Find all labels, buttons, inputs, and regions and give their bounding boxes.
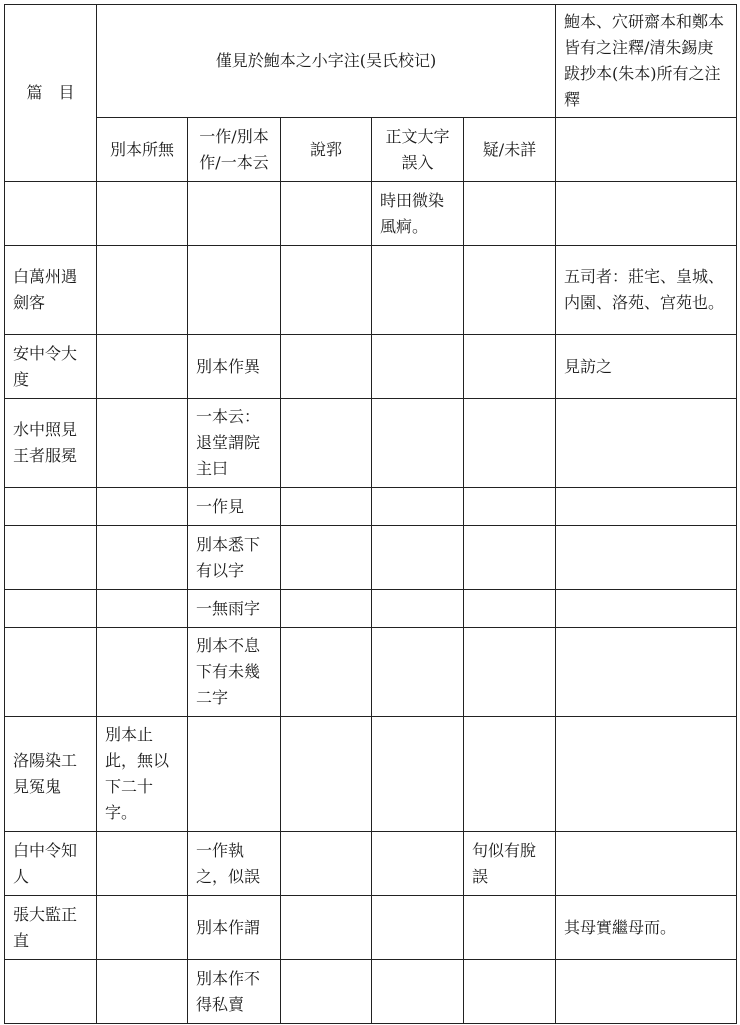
yi-cell xyxy=(464,628,556,717)
subheader-zhengwen-wuru: 正文大字誤入 xyxy=(372,118,464,182)
zhengwen-cell xyxy=(372,960,464,1024)
subheader-yi-weixiang: 疑/未詳 xyxy=(464,118,556,182)
zhushi-cell: 其母實繼母而。 xyxy=(556,896,737,960)
bieben-suowu-cell xyxy=(97,182,188,246)
table-row xyxy=(5,960,737,1024)
zhengwen-cell xyxy=(372,628,464,717)
bieben-suowu-cell xyxy=(97,832,188,896)
bieben-suowu-cell: 別本止此，無以下二十字。 xyxy=(97,717,188,832)
header-section-title: 篇 目 xyxy=(5,5,97,182)
yi-cell xyxy=(464,590,556,628)
subheader-yizuo-bieben: 一作/別本作/一本云 xyxy=(188,118,281,182)
subheader-empty xyxy=(556,118,737,182)
section-cell xyxy=(5,628,97,717)
shuofu-cell xyxy=(281,896,372,960)
zhushi-cell: 五司者：莊宅、皇城、内園、洛苑、宫苑也。 xyxy=(556,246,737,335)
section-cell xyxy=(5,488,97,526)
table-row xyxy=(5,628,737,717)
section-cell xyxy=(5,526,97,590)
zhushi-cell xyxy=(556,960,737,1024)
zhengwen-cell xyxy=(372,488,464,526)
yizuo-cell: 一本云：退堂謂院主曰 xyxy=(188,399,281,488)
subheader-biebensuowu: 別本所無 xyxy=(97,118,188,182)
table-row xyxy=(5,399,737,488)
shuofu-cell xyxy=(281,246,372,335)
yi-cell xyxy=(464,526,556,590)
zhengwen-cell xyxy=(372,896,464,960)
section-cell: 張大監正直 xyxy=(5,896,97,960)
section-cell: 白中令知人 xyxy=(5,832,97,896)
table-row xyxy=(5,832,737,896)
yi-cell xyxy=(464,488,556,526)
yizuo-cell: 別本作謂 xyxy=(188,896,281,960)
section-cell xyxy=(5,590,97,628)
yi-cell xyxy=(464,182,556,246)
section-cell: 洛陽染工見冤鬼 xyxy=(5,717,97,832)
collation-table xyxy=(4,4,737,1024)
shuofu-cell xyxy=(281,335,372,399)
zhushi-cell xyxy=(556,182,737,246)
yizuo-cell: 別本悉下有以字 xyxy=(188,526,281,590)
zhushi-cell xyxy=(556,590,737,628)
table-row xyxy=(5,246,737,335)
yi-cell xyxy=(464,399,556,488)
shuofu-cell xyxy=(281,960,372,1024)
zhushi-cell xyxy=(556,488,737,526)
header-row-2 xyxy=(5,118,737,182)
section-cell: 水中照見王者服冕 xyxy=(5,399,97,488)
yizuo-cell: 別本不息下有未幾二字 xyxy=(188,628,281,717)
table-row xyxy=(5,526,737,590)
yizuo-cell xyxy=(188,246,281,335)
yizuo-cell: 別本作不得私賣 xyxy=(188,960,281,1024)
document-page xyxy=(4,4,737,1024)
zhushi-cell xyxy=(556,832,737,896)
table-row xyxy=(5,335,737,399)
zhengwen-cell xyxy=(372,399,464,488)
shuofu-cell xyxy=(281,628,372,717)
yizuo-cell: 一無雨字 xyxy=(188,590,281,628)
shuofu-cell xyxy=(281,488,372,526)
shuofu-cell xyxy=(281,717,372,832)
section-cell xyxy=(5,960,97,1024)
yizuo-cell: 別本作異 xyxy=(188,335,281,399)
yi-cell xyxy=(464,717,556,832)
subheader-shuofu: 說郛 xyxy=(281,118,372,182)
section-cell xyxy=(5,182,97,246)
table-row xyxy=(5,182,737,246)
table-row xyxy=(5,488,737,526)
yizuo-cell xyxy=(188,717,281,832)
yizuo-cell xyxy=(188,182,281,246)
zhengwen-cell: 時田微染風痾。 xyxy=(372,182,464,246)
table-row xyxy=(5,896,737,960)
yi-cell: 句似有脫誤 xyxy=(464,832,556,896)
header-right-title: 鮑本、穴研齋本和鄭本皆有之注釋/清朱錫庚跋抄本(朱本)所有之注釋 xyxy=(556,5,737,118)
zhengwen-cell xyxy=(372,335,464,399)
shuofu-cell xyxy=(281,182,372,246)
header-group-title: 僅見於鮑本之小字注(吴氏校记) xyxy=(97,5,556,118)
shuofu-cell xyxy=(281,526,372,590)
shuofu-cell xyxy=(281,590,372,628)
yizuo-cell: 一作見 xyxy=(188,488,281,526)
zhushi-cell xyxy=(556,628,737,717)
yi-cell xyxy=(464,335,556,399)
section-cell: 安中令大度 xyxy=(5,335,97,399)
bieben-suowu-cell xyxy=(97,246,188,335)
shuofu-cell xyxy=(281,832,372,896)
section-cell: 白萬州遇劍客 xyxy=(5,246,97,335)
zhengwen-cell xyxy=(372,832,464,896)
zhushi-cell xyxy=(556,399,737,488)
shuofu-cell xyxy=(281,399,372,488)
yizuo-cell: 一作執之，似誤 xyxy=(188,832,281,896)
zhengwen-cell xyxy=(372,526,464,590)
yi-cell xyxy=(464,246,556,335)
bieben-suowu-cell xyxy=(97,399,188,488)
header-row-1 xyxy=(5,5,737,118)
bieben-suowu-cell xyxy=(97,960,188,1024)
yi-cell xyxy=(464,960,556,1024)
bieben-suowu-cell xyxy=(97,628,188,717)
zhushi-cell: 見訪之 xyxy=(556,335,737,399)
zhushi-cell xyxy=(556,526,737,590)
bieben-suowu-cell xyxy=(97,526,188,590)
table-row xyxy=(5,717,737,832)
zhushi-cell xyxy=(556,717,737,832)
zhengwen-cell xyxy=(372,246,464,335)
zhengwen-cell xyxy=(372,590,464,628)
bieben-suowu-cell xyxy=(97,590,188,628)
bieben-suowu-cell xyxy=(97,488,188,526)
bieben-suowu-cell xyxy=(97,896,188,960)
table-row xyxy=(5,590,737,628)
bieben-suowu-cell xyxy=(97,335,188,399)
yi-cell xyxy=(464,896,556,960)
zhengwen-cell xyxy=(372,717,464,832)
